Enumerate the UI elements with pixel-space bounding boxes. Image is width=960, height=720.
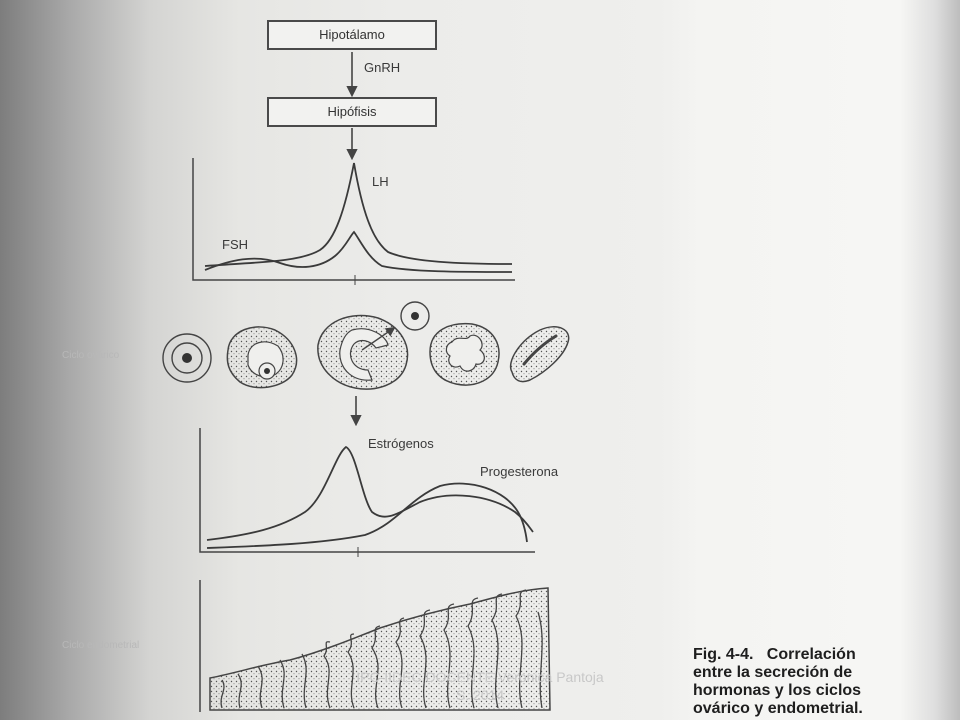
- ovarian-cycle-side-label: Ciclo ovárico: [62, 350, 120, 361]
- pituitary-label: Hipófisis: [327, 104, 377, 119]
- pituitary-box: [267, 97, 437, 127]
- gnrh-label: GnRH: [364, 60, 401, 75]
- estrogen-curve: [207, 447, 533, 540]
- fsh-curve: [205, 232, 512, 272]
- fsh-label: FSH: [222, 237, 248, 252]
- gonadotropin-plot: [193, 158, 515, 285]
- hypothalamus-box: [267, 20, 437, 50]
- caption-line-3: hormonas y los ciclos: [693, 682, 862, 699]
- lh-curve: [205, 163, 512, 266]
- footer-line-1: IPC-IIDEC DOCENTE Veronica Pantoja: [356, 669, 604, 685]
- caption-line-1-text: Correlación: [766, 646, 856, 663]
- ovulating-follicle: [318, 302, 429, 389]
- progesterone-label: Progesterona: [480, 464, 559, 479]
- progesterone-curve: [207, 484, 527, 548]
- figure-caption: [693, 646, 933, 718]
- lh-label: LH: [372, 174, 389, 189]
- estrogens-label: Estrógenos: [368, 436, 434, 451]
- footer-line-2: S. 2014: [455, 687, 505, 703]
- growing-follicle: [227, 327, 296, 388]
- caption-line-1: [693, 646, 933, 664]
- corpus-albicans: [511, 327, 569, 382]
- corpus-luteum: [430, 324, 499, 385]
- ovarian-cycle-stages: [163, 302, 569, 389]
- caption-line-4: ovárico y endometrial.: [693, 700, 863, 717]
- endometrial-cycle-side-label: Ciclo endometrial: [62, 640, 140, 651]
- caption-line-2: entre la secreción de: [693, 664, 853, 681]
- footer-credit: [330, 668, 630, 704]
- hypothalamus-label: Hipotálamo: [319, 27, 385, 42]
- primordial-follicle: [163, 334, 211, 382]
- figure-number: Fig. 4-4.: [693, 646, 754, 663]
- gonadotropin-axes: [193, 158, 515, 280]
